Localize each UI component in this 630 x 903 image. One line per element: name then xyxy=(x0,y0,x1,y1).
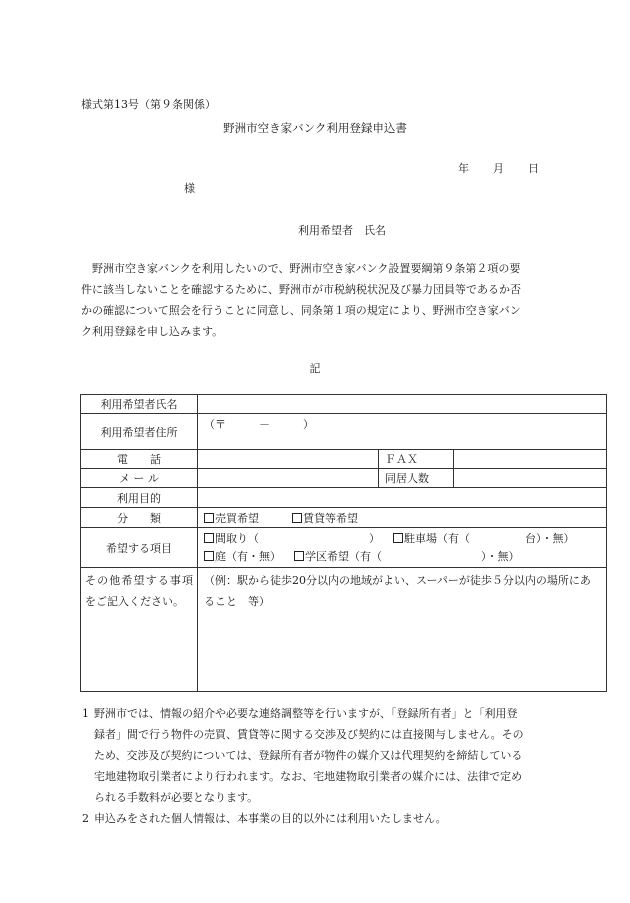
purpose-label: 利用目的 xyxy=(81,488,198,508)
form-title: 野洲市空き家バンク利用登録申込書 xyxy=(223,121,407,135)
note-item xyxy=(80,808,600,829)
sale-checkbox[interactable] xyxy=(204,513,214,523)
table-row xyxy=(81,414,607,450)
applicant-name-label: 利用希望者 氏名 xyxy=(298,224,386,237)
table-row xyxy=(81,528,607,568)
madori-option: 間取り（ ） xyxy=(215,531,380,545)
parking-checkbox[interactable] xyxy=(393,533,403,543)
fax-field[interactable] xyxy=(454,450,607,469)
name-field[interactable] xyxy=(198,395,607,414)
table-row xyxy=(81,395,607,414)
form-number: 様式第13号（第９条関係） xyxy=(81,98,216,111)
statement-line: 件に該当しないことを確認するために、野洲市が市税納税状況及び暴力団員等であるか否 xyxy=(81,283,521,296)
address-field[interactable] xyxy=(198,414,607,450)
date-month-label: 月 xyxy=(493,162,504,175)
application-statement xyxy=(81,258,581,342)
date-day-label: 日 xyxy=(528,162,539,175)
statement-line: かの確認について照会を行うことに同意し、同条第１項の規定により、野洲市空き家バン xyxy=(81,304,521,317)
category-options xyxy=(198,508,607,528)
remarks-example: （例：駅から徒歩20分以内の地域がよい、スーパーが徒歩５分以内の場所にあること 等） xyxy=(204,574,591,608)
category-label: 分 類 xyxy=(81,508,198,528)
table-row xyxy=(81,488,607,508)
garden-option: 庭（有・無） xyxy=(215,549,281,563)
table-row xyxy=(81,450,607,469)
sale-option-label: 売買希望 xyxy=(215,511,259,525)
notes-section xyxy=(80,703,600,829)
postal-code-template: （〒 － ） xyxy=(204,418,314,431)
remarks-label: その他希望する事項をご記入ください。 xyxy=(81,568,198,692)
fax-label: ＦＡＸ xyxy=(379,450,454,469)
statement-line: ク利用登録を申し込みます。 xyxy=(81,325,224,338)
school-district-checkbox[interactable] xyxy=(294,551,304,561)
date-year-label: 年 xyxy=(458,162,469,175)
household-count-field[interactable] xyxy=(454,469,607,488)
statement-line: 野洲市空き家バンクを利用したいので、野洲市空き家バンク設置要綱第９条第２項の要 xyxy=(81,262,521,275)
household-count-label: 同居人数 xyxy=(379,469,454,488)
phone-field[interactable] xyxy=(198,450,379,469)
note-line: 宅地建物取引業者により行われます。なお、宅地建物取引業者の媒介には、法律で定め xyxy=(94,770,523,783)
rental-option-label: 賃貸等希望 xyxy=(303,511,358,525)
parking-option: 駐車場（有（ 台）・無） xyxy=(404,531,575,545)
application-form-table xyxy=(80,394,607,692)
desired-items-options xyxy=(198,528,607,568)
rental-checkbox[interactable] xyxy=(292,513,302,523)
remarks-field[interactable] xyxy=(198,568,607,692)
table-row xyxy=(81,469,607,488)
note-line: ため、交渉及び契約については、登録所有者が物件の媒介又は代理契約を締結している xyxy=(94,749,523,762)
address-label: 利用希望者住所 xyxy=(81,414,198,450)
note-line: 録者」間で行う物件の売買、賃貸等に関する交渉及び契約には直接関与しません。その xyxy=(94,728,524,741)
addressee-suffix: 様 xyxy=(184,182,195,195)
note-number: 2 xyxy=(82,812,89,825)
note-line: られる手数料が必要となります。 xyxy=(94,791,259,804)
desired-items-label: 希望する項目 xyxy=(81,528,198,568)
note-line: 申込みをされた個人情報は、本事業の目的以外には利用いたしません。 xyxy=(94,812,447,825)
note-item xyxy=(80,703,600,808)
note-line: 野洲市では、情報の紹介や必要な連絡調整等を行いますが、「登録所有者」と「利用登 xyxy=(94,707,518,720)
name-label: 利用希望者氏名 xyxy=(81,395,198,414)
ki-heading: 記 xyxy=(309,362,321,375)
email-field[interactable] xyxy=(198,469,379,488)
date-line xyxy=(458,160,539,176)
note-number: 1 xyxy=(82,707,89,720)
madori-checkbox[interactable] xyxy=(204,533,214,543)
table-row xyxy=(81,568,607,692)
email-label: メ ー ル xyxy=(81,469,198,488)
purpose-field[interactable] xyxy=(198,488,607,508)
school-district-option: 学区希望（有（ ）・無） xyxy=(305,549,520,563)
garden-checkbox[interactable] xyxy=(204,551,214,561)
table-row xyxy=(81,508,607,528)
phone-label: 電 話 xyxy=(81,450,198,469)
